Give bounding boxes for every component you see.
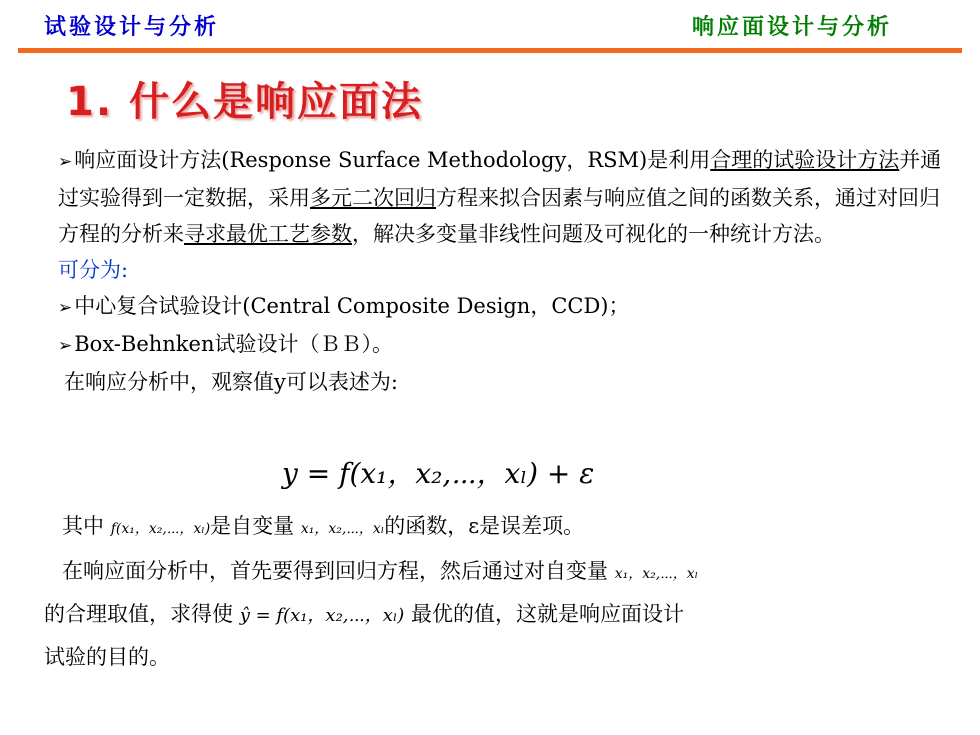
definition-underline-1: 合理的试验设计方法 bbox=[710, 148, 900, 172]
course-title: 试验设计与分析 bbox=[44, 14, 220, 40]
definition-text-1: 响应面设计方法(Response Surface Methodology，RSM)是利用 bbox=[74, 148, 711, 172]
regression-equation: ŷ = f(x₁，x₂,⋯，xₗ) bbox=[239, 605, 405, 626]
regression-line-1 bbox=[62, 555, 698, 585]
regression-line-3: 试验的目的。 bbox=[44, 645, 170, 669]
main-equation: y = f(x₁，x₂,⋯，xₗ) + ε bbox=[282, 457, 595, 490]
where-line bbox=[62, 510, 584, 540]
where-vars: x₁，x₂,⋯，xₗ bbox=[300, 521, 385, 537]
definition-text-4: ，解决多变量非线性问题及可视化的一种统计方法。 bbox=[352, 222, 835, 246]
definition-underline-2: 多元二次回归 bbox=[310, 186, 436, 210]
bb-text: Box-Behnken试验设计（ＢＢ）。 bbox=[74, 332, 393, 356]
regression-vars: x₁，x₂,⋯，xₗ bbox=[614, 566, 699, 582]
regression-line-2 bbox=[44, 598, 684, 628]
bullet-arrow-icon: ➢ bbox=[58, 336, 73, 356]
where-text-1: 其中 bbox=[62, 514, 104, 538]
divide-label: 可分为: bbox=[58, 258, 129, 282]
slide-title: 1. 什么是响应面法 bbox=[66, 79, 423, 125]
bullet-arrow-icon: ➢ bbox=[58, 152, 73, 172]
where-text-3: 的函数，ε是误差项。 bbox=[384, 514, 585, 538]
where-function: f(x₁，x₂,⋯，xₗ) bbox=[110, 521, 211, 537]
regression-text-2: 的合理取值，求得使 bbox=[44, 602, 233, 626]
regression-text-3: 最优的值，这就是响应面设计 bbox=[410, 602, 684, 626]
list-item-bb bbox=[58, 326, 958, 364]
ccd-text: 中心复合试验设计(Central Composite Design，CCD)； bbox=[74, 294, 630, 318]
definition-underline-3: 寻求最优工艺参数 bbox=[184, 222, 352, 246]
definition-text-2: 并通过实验得到一定数据，采用 bbox=[58, 148, 942, 210]
header-divider bbox=[18, 48, 962, 53]
slide-body bbox=[58, 142, 958, 400]
where-text-2: 是自变量 bbox=[210, 514, 295, 538]
definition-paragraph bbox=[58, 142, 958, 252]
observe-text: 在响应分析中，观察值y可以表述为: bbox=[64, 370, 398, 394]
definition-text-3: 方程来拟合因素与响应值之间的函数关系，通过对回归方程的分析来 bbox=[58, 186, 940, 246]
list-item-ccd bbox=[58, 288, 958, 326]
bullet-arrow-icon: ➢ bbox=[58, 298, 73, 318]
regression-text-1: 在响应面分析中，首先要得到回归方程，然后通过对自变量 bbox=[62, 559, 608, 583]
chapter-title: 响应面设计与分析 bbox=[691, 14, 892, 40]
